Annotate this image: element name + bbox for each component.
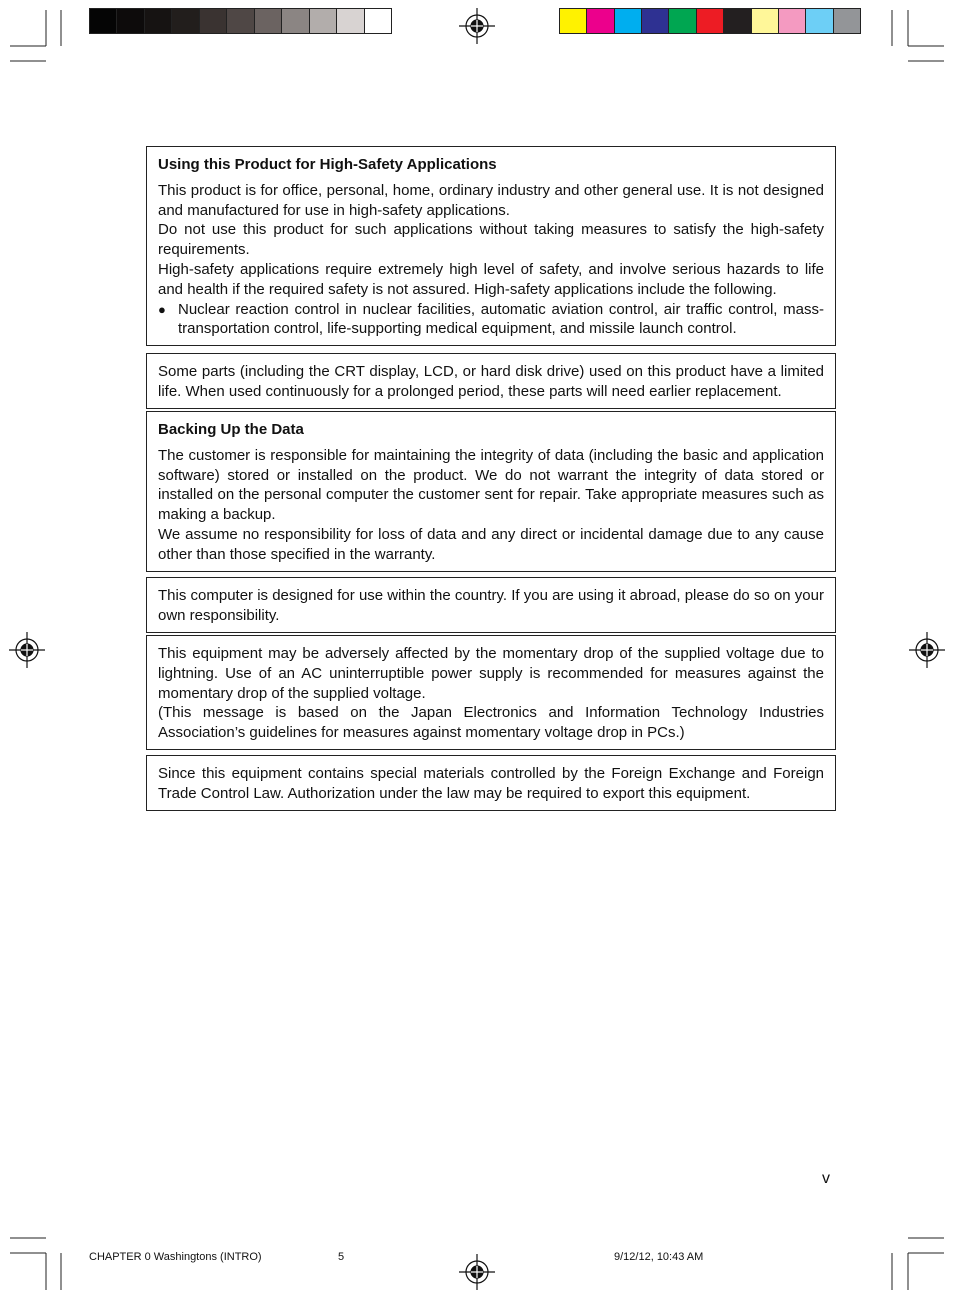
color-swatch bbox=[310, 9, 337, 33]
paragraph: (This message is based on the Japan Electronics and Information Technology Industries Association’s guidelines for measures against momentary voltage drop in PCs.) bbox=[158, 704, 824, 742]
color-swatch bbox=[560, 9, 587, 33]
paragraph: High-safety applications require extremely high level of safety, and involve serious hazards to life and health if the required safety is not assured. High-safety applications include the following. bbox=[158, 260, 824, 298]
color-swatch bbox=[615, 9, 642, 33]
color-swatch bbox=[779, 9, 806, 33]
color-swatch bbox=[90, 9, 117, 33]
paragraph: Since this equipment contains special materials controlled by the Foreign Exchange and Foreign Trade Control Law. Authorization under the law may be required to export this equipment. bbox=[158, 765, 824, 802]
color-swatch bbox=[365, 9, 391, 33]
bullet-icon: ● bbox=[158, 301, 166, 317]
color-swatch bbox=[642, 9, 669, 33]
paragraph: The customer is responsible for maintaining the integrity of data (including the basic and application software) stored or installed on the product. We do not warrant the integrity of data stored or installed on the personal computer the customer sent for repair. Take appropriate measures such as making a backup. bbox=[158, 446, 824, 524]
bullet-text: Nuclear reaction control in nuclear facilities, automatic aviation control, air traffic control, mass-transportation control, life-supporting medical equipment, and missile launch control. bbox=[178, 300, 824, 338]
color-swatch bbox=[200, 9, 227, 33]
parts-life-notice bbox=[146, 353, 836, 409]
color-swatch bbox=[669, 9, 696, 33]
color-swatch bbox=[227, 9, 254, 33]
color-swatch bbox=[834, 9, 860, 33]
voltage-notice bbox=[146, 635, 836, 750]
process-color-bar bbox=[559, 8, 861, 34]
footer-timestamp: 9/12/12, 10:43 AM bbox=[614, 1251, 704, 1263]
section-heading: Using this Product for High-Safety Applications bbox=[158, 156, 497, 173]
registration-target-left bbox=[9, 632, 45, 668]
color-swatch bbox=[145, 9, 172, 33]
paragraph: Do not use this product for such applications without taking measures to satisfy the high-safety requirements. bbox=[158, 221, 824, 259]
country-notice bbox=[146, 577, 836, 633]
color-swatch bbox=[117, 9, 144, 33]
footer-filename: CHAPTER 0 Washingtons (INTRO) bbox=[89, 1251, 262, 1263]
color-swatch bbox=[752, 9, 779, 33]
paragraph: Some parts (including the CRT display, LCD, or hard disk drive) used on this product have a limited life. When used continuously for a prolonged period, these parts will need earlier replacement. bbox=[158, 363, 824, 400]
footer-page: 5 bbox=[338, 1251, 345, 1263]
paragraph: This product is for office, personal, home, ordinary industry and other general use. It is not designed and manufactured for use in high-safety applications. bbox=[158, 181, 824, 219]
page-number: v bbox=[822, 1170, 830, 1187]
color-swatch bbox=[282, 9, 309, 33]
color-swatch bbox=[337, 9, 364, 33]
backup-notice bbox=[146, 411, 836, 572]
color-swatch bbox=[255, 9, 282, 33]
paragraph: We assume no responsibility for loss of data and any direct or incidental damage due to any cause other than those specified in the warranty. bbox=[158, 525, 824, 563]
color-swatch bbox=[697, 9, 724, 33]
bullet-item bbox=[158, 300, 824, 340]
paragraph: This computer is designed for use within the country. If you are using it abroad, please do so on your own responsibility. bbox=[158, 587, 824, 624]
registration-target-right bbox=[909, 632, 945, 668]
color-swatch bbox=[806, 9, 833, 33]
registration-target-top bbox=[459, 8, 495, 44]
color-swatch bbox=[172, 9, 199, 33]
paragraph: This equipment may be adversely affected by the momentary drop of the supplied voltage due to lightning. Use of an AC uninterruptible power supply is recommended for measures against the momentary drop of the supplied voltage. bbox=[158, 645, 824, 702]
color-swatch bbox=[587, 9, 614, 33]
export-notice bbox=[146, 755, 836, 811]
high-safety-notice bbox=[146, 146, 836, 346]
section-heading: Backing Up the Data bbox=[158, 421, 304, 438]
registration-target-bottom bbox=[459, 1254, 495, 1290]
grayscale-color-bar bbox=[89, 8, 392, 34]
color-swatch bbox=[724, 9, 751, 33]
